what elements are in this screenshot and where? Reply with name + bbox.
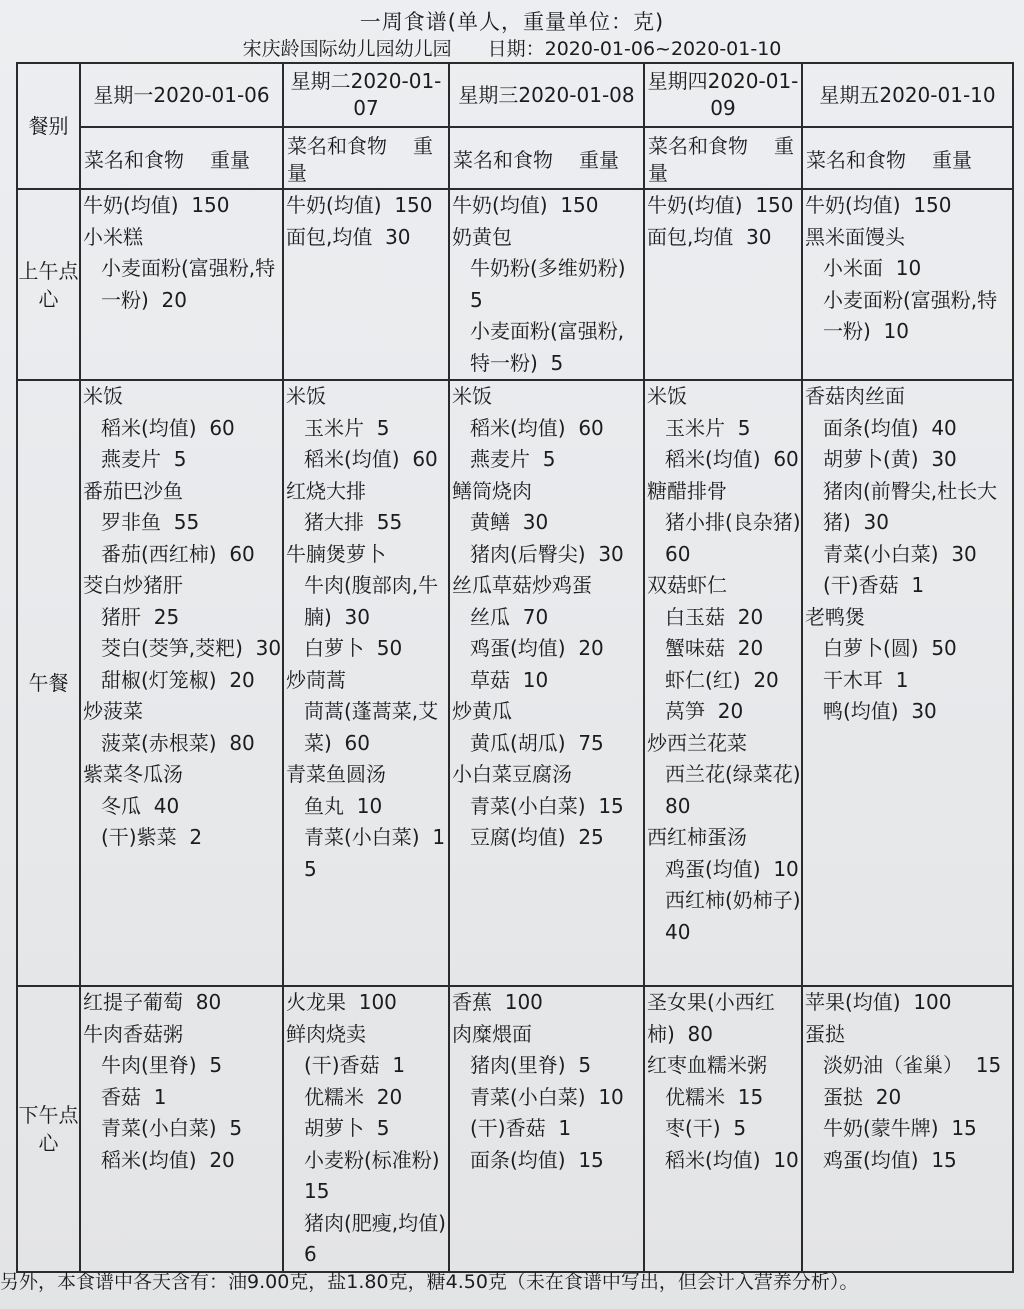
day-header-mon: 星期一2020-01-06 xyxy=(80,63,283,127)
ingredient-line: 菠菜(赤根菜) 80 xyxy=(101,730,255,755)
ingredient-line: 牛肉(腹部肉,牛腩) 30 xyxy=(304,573,439,629)
ingredient-line: (干)紫菜 2 xyxy=(101,825,203,849)
ingredient-line: 莴笋 20 xyxy=(665,699,744,723)
menu-cell xyxy=(449,986,644,1272)
dish-line: 炒菠菜 xyxy=(83,699,143,723)
ingredient-line: 玉米片 5 xyxy=(665,415,751,440)
dish-line: 小米糕 xyxy=(83,224,143,249)
ingredient-line: 青菜(小白菜) 10 xyxy=(470,1084,624,1109)
subheader-thu xyxy=(644,127,802,189)
ingredient-line: 黄瓜(胡瓜) 75 xyxy=(470,730,604,755)
ingredient-line: 白萝卜(圆) 50 xyxy=(823,636,957,660)
ingredient-line: 鱼丸 10 xyxy=(304,793,383,818)
ingredient-line: 优糯米 20 xyxy=(304,1084,403,1109)
ingredient-line: 燕麦片 5 xyxy=(470,447,556,471)
meal-label-lunch: 午餐 xyxy=(17,380,80,986)
ingredient-line: 西红柿(奶柿子) 40 xyxy=(665,888,814,944)
meal-row-lunch xyxy=(17,380,1013,986)
ingredient-line: 虾仁(红) 20 xyxy=(665,667,779,692)
subheader-mon xyxy=(80,127,283,189)
ingredient-line: 黄鳝 30 xyxy=(470,510,549,534)
ingredient-line: 猪肉(后臀尖) 30 xyxy=(470,541,624,566)
dish-line: 圣女果(小西红柿) 80 xyxy=(647,990,775,1046)
subheader-weight: 重量 xyxy=(210,147,250,172)
ingredient-line: 丝瓜 70 xyxy=(470,604,549,629)
ingredient-line: (干)香菇 1 xyxy=(470,1116,572,1140)
day-header-fri: 星期五2020-01-10 xyxy=(802,63,1013,127)
ingredient-line: 猪肝 25 xyxy=(101,604,180,629)
day-header-wed: 星期三2020-01-08 xyxy=(449,63,644,127)
dish-line: 西红柿蛋汤 xyxy=(647,825,747,849)
ingredient-line: 猪肉(前臀尖,杜长大猪) 30 xyxy=(823,478,998,534)
menu-cell xyxy=(80,380,283,986)
ingredient-line: 香菇 1 xyxy=(101,1084,167,1109)
dish-line: 老鸭煲 xyxy=(805,604,865,629)
menu-cell xyxy=(283,986,459,1272)
subheader-fri xyxy=(802,127,1013,189)
ingredient-line: 小麦面粉(富强粉,特一粉) 20 xyxy=(101,256,276,312)
ingredient-line: 鸡蛋(均值) 15 xyxy=(823,1147,957,1172)
document-title: 一周食谱(单人，重量单位：克) xyxy=(359,10,665,34)
subheader-weight: 重量 xyxy=(579,147,619,172)
dish-line: 小白菜豆腐汤 xyxy=(452,762,572,786)
ingredient-line: 小麦粉(标准粉) 15 xyxy=(304,1147,453,1203)
dish-line: 米饭 xyxy=(83,384,123,408)
dish-line: 鳝筒烧肉 xyxy=(452,478,532,503)
ingredient-line: 牛奶粉(多维奶粉) 5 xyxy=(470,256,639,312)
ingredient-line: 甜椒(灯笼椒) 20 xyxy=(101,667,255,692)
dish-line: 双菇虾仁 xyxy=(647,573,727,597)
dish-line: 牛奶(均值) 150 xyxy=(452,193,599,217)
dish-line: 番茄巴沙鱼 xyxy=(83,478,183,503)
ingredient-line: 优糯米 15 xyxy=(665,1084,764,1109)
dish-line: 米饭 xyxy=(452,384,492,408)
menu-cell xyxy=(449,380,644,986)
subheader-name: 菜名和食物 xyxy=(806,147,906,172)
dish-line: 奶黄包 xyxy=(452,224,512,249)
subheader-name: 菜名和食物 xyxy=(84,147,184,172)
subheader-name: 菜名和食物 xyxy=(648,134,748,158)
dish-line: 苹果(均值) 100 xyxy=(805,990,952,1014)
ingredient-line: (干)香菇 1 xyxy=(823,573,925,597)
dish-line: 香蕉 100 xyxy=(452,990,543,1014)
ingredient-line: 稻米(均值) 10 xyxy=(665,1147,799,1172)
ingredient-line: 玉米片 5 xyxy=(304,415,390,440)
subheader-row xyxy=(17,127,1013,189)
dish-line: 肉糜煨面 xyxy=(452,1021,532,1046)
dish-line: 红枣血糯米粥 xyxy=(647,1053,767,1077)
dish-line: 火龙果 100 xyxy=(286,990,397,1014)
ingredient-line: 胡萝卜 5 xyxy=(304,1116,390,1140)
subheader-weight: 重量 xyxy=(287,134,433,185)
subheader-wed xyxy=(449,127,644,189)
ingredient-line: 猪小排(良杂猪) 60 xyxy=(665,510,814,566)
dish-line: 青菜鱼圆汤 xyxy=(286,762,386,786)
menu-cell xyxy=(644,189,802,380)
menu-cell xyxy=(283,189,449,380)
day-header-tue: 星期二2020-01-07 xyxy=(283,63,449,127)
dish-line: 红提子葡萄 80 xyxy=(83,990,222,1014)
ingredient-line: (干)香菇 1 xyxy=(304,1053,406,1077)
meal-label-afternoon-snack: 下午点心 xyxy=(17,986,80,1272)
dish-line: 糖醋排骨 xyxy=(647,478,727,503)
weekly-menu-table xyxy=(16,62,1014,1273)
ingredient-line: 牛奶(蒙牛牌) 15 xyxy=(823,1116,977,1140)
document-subtitle xyxy=(0,34,1024,61)
dish-line: 牛奶(均值) 150 xyxy=(286,193,433,217)
dish-line: 牛肉香菇粥 xyxy=(83,1021,183,1046)
ingredient-line: 小米面 10 xyxy=(823,256,922,280)
ingredient-line: 稻米(均值) 60 xyxy=(304,447,438,471)
footer-note: 另外，本食谱中各天含有：油9.00克，盐1.80克，糖4.50克（未在食谱中写出，但会计入营养分析）。 xyxy=(0,1271,859,1293)
ingredient-line: 草菇 10 xyxy=(470,667,549,692)
ingredient-line: 鸭(均值) 30 xyxy=(823,699,937,723)
ingredient-line: 胡萝卜(黄) 30 xyxy=(823,447,957,471)
menu-cell xyxy=(802,380,1013,986)
ingredient-line: 罗非鱼 55 xyxy=(101,510,200,534)
dish-line: 丝瓜草菇炒鸡蛋 xyxy=(452,573,592,597)
ingredient-line: 茼蒿(蓬蒿菜,艾菜) 60 xyxy=(304,699,439,755)
dish-line: 米饭 xyxy=(286,384,326,408)
ingredient-line: 青菜(小白菜) 30 xyxy=(823,541,977,566)
ingredient-line: 蟹味菇 20 xyxy=(665,636,764,660)
ingredient-line: 稻米(均值) 60 xyxy=(665,447,799,471)
meal-row-afternoon-snack xyxy=(17,986,1013,1272)
ingredient-line: 猪肉(里脊) 5 xyxy=(470,1053,592,1077)
day-header-thu: 星期四2020-01-09 xyxy=(644,63,802,127)
menu-cell xyxy=(802,986,1013,1272)
dish-line: 蛋挞 xyxy=(805,1021,845,1046)
meal-row-morning-snack xyxy=(17,189,1013,380)
ingredient-line: 燕麦片 5 xyxy=(101,447,187,471)
menu-cell xyxy=(80,189,283,380)
dish-line: 牛奶(均值) 150 xyxy=(805,193,952,217)
menu-cell xyxy=(644,986,802,1272)
ingredient-line: 青菜(小白菜) 15 xyxy=(304,825,446,881)
dish-line: 牛奶(均值) 150 xyxy=(647,193,794,217)
ingredient-line: 鸡蛋(均值) 20 xyxy=(470,636,604,660)
ingredient-line: 鸡蛋(均值) 10 xyxy=(665,856,799,881)
ingredient-line: 冬瓜 40 xyxy=(101,793,180,818)
menu-cell xyxy=(802,189,1013,380)
ingredient-line: 猪肉(肥瘦,均值) 6 xyxy=(304,1210,459,1266)
ingredient-line: 茭白(茭笋,茭粑) 30 xyxy=(101,636,282,660)
ingredient-line: 豆腐(均值) 25 xyxy=(470,825,604,849)
date-range: 日期：2020-01-06~2020-01-10 xyxy=(487,38,782,60)
menu-cell xyxy=(449,189,644,380)
ingredient-line: 青菜(小白菜) 5 xyxy=(101,1116,243,1140)
menu-cell xyxy=(80,986,283,1272)
ingredient-line: 猪大排 55 xyxy=(304,510,403,534)
dish-line: 炒茼蒿 xyxy=(286,667,346,692)
dish-line: 鲜肉烧卖 xyxy=(286,1021,366,1046)
menu-cell xyxy=(644,380,814,986)
ingredient-line: 番茄(西红柿) 60 xyxy=(101,541,255,566)
subheader-name: 菜名和食物 xyxy=(453,147,553,172)
ingredient-line: 稻米(均值) 20 xyxy=(101,1147,235,1172)
subheader-weight: 重量 xyxy=(932,147,972,172)
ingredient-line: 小麦面粉(富强粉,特一粉) 10 xyxy=(823,287,998,343)
dish-line: 茭白炒猪肝 xyxy=(83,573,183,597)
ingredient-line: 白玉菇 20 xyxy=(665,604,764,629)
dish-line: 牛腩煲萝卜 xyxy=(286,541,386,566)
dish-line: 面包,均值 30 xyxy=(647,224,772,249)
day-header-row xyxy=(17,63,1013,127)
dish-line: 炒西兰花菜 xyxy=(647,730,747,755)
dish-line: 炒黄瓜 xyxy=(452,699,512,723)
menu-cell xyxy=(283,380,449,986)
dish-line: 红烧大排 xyxy=(286,478,366,503)
subheader-tue xyxy=(283,127,449,189)
ingredient-line: 枣(干) 5 xyxy=(665,1116,747,1140)
ingredient-line: 干木耳 1 xyxy=(823,667,909,692)
ingredient-line: 面条(均值) 15 xyxy=(470,1147,604,1172)
ingredient-line: 青菜(小白菜) 15 xyxy=(470,793,624,818)
subheader-weight: 重量 xyxy=(648,134,794,185)
ingredient-line: 淡奶油（雀巢） 15 xyxy=(823,1053,1002,1077)
ingredient-line: 牛肉(里脊) 5 xyxy=(101,1053,223,1077)
dish-line: 面包,均值 30 xyxy=(286,224,411,249)
dish-line: 牛奶(均值) 150 xyxy=(83,193,230,217)
dish-line: 香菇肉丝面 xyxy=(805,384,905,408)
meal-label-morning-snack: 上午点心 xyxy=(17,189,80,380)
ingredient-line: 稻米(均值) 60 xyxy=(470,415,604,440)
dish-line: 紫菜冬瓜汤 xyxy=(83,762,183,786)
school-name: 宋庆龄国际幼儿园幼儿园 xyxy=(242,38,452,60)
ingredient-line: 西兰花(绿菜花) 80 xyxy=(665,762,814,818)
subheader-name: 菜名和食物 xyxy=(287,134,387,158)
ingredient-line: 白萝卜 50 xyxy=(304,636,403,660)
ingredient-line: 蛋挞 20 xyxy=(823,1084,902,1109)
dish-line: 黑米面馒头 xyxy=(805,224,905,249)
ingredient-line: 小麦面粉(富强粉,特一粉) 5 xyxy=(470,319,625,375)
dish-line: 米饭 xyxy=(647,384,687,408)
ingredient-line: 面条(均值) 40 xyxy=(823,415,957,440)
meal-column-header: 餐别 xyxy=(17,63,80,189)
ingredient-line: 稻米(均值) 60 xyxy=(101,415,235,440)
